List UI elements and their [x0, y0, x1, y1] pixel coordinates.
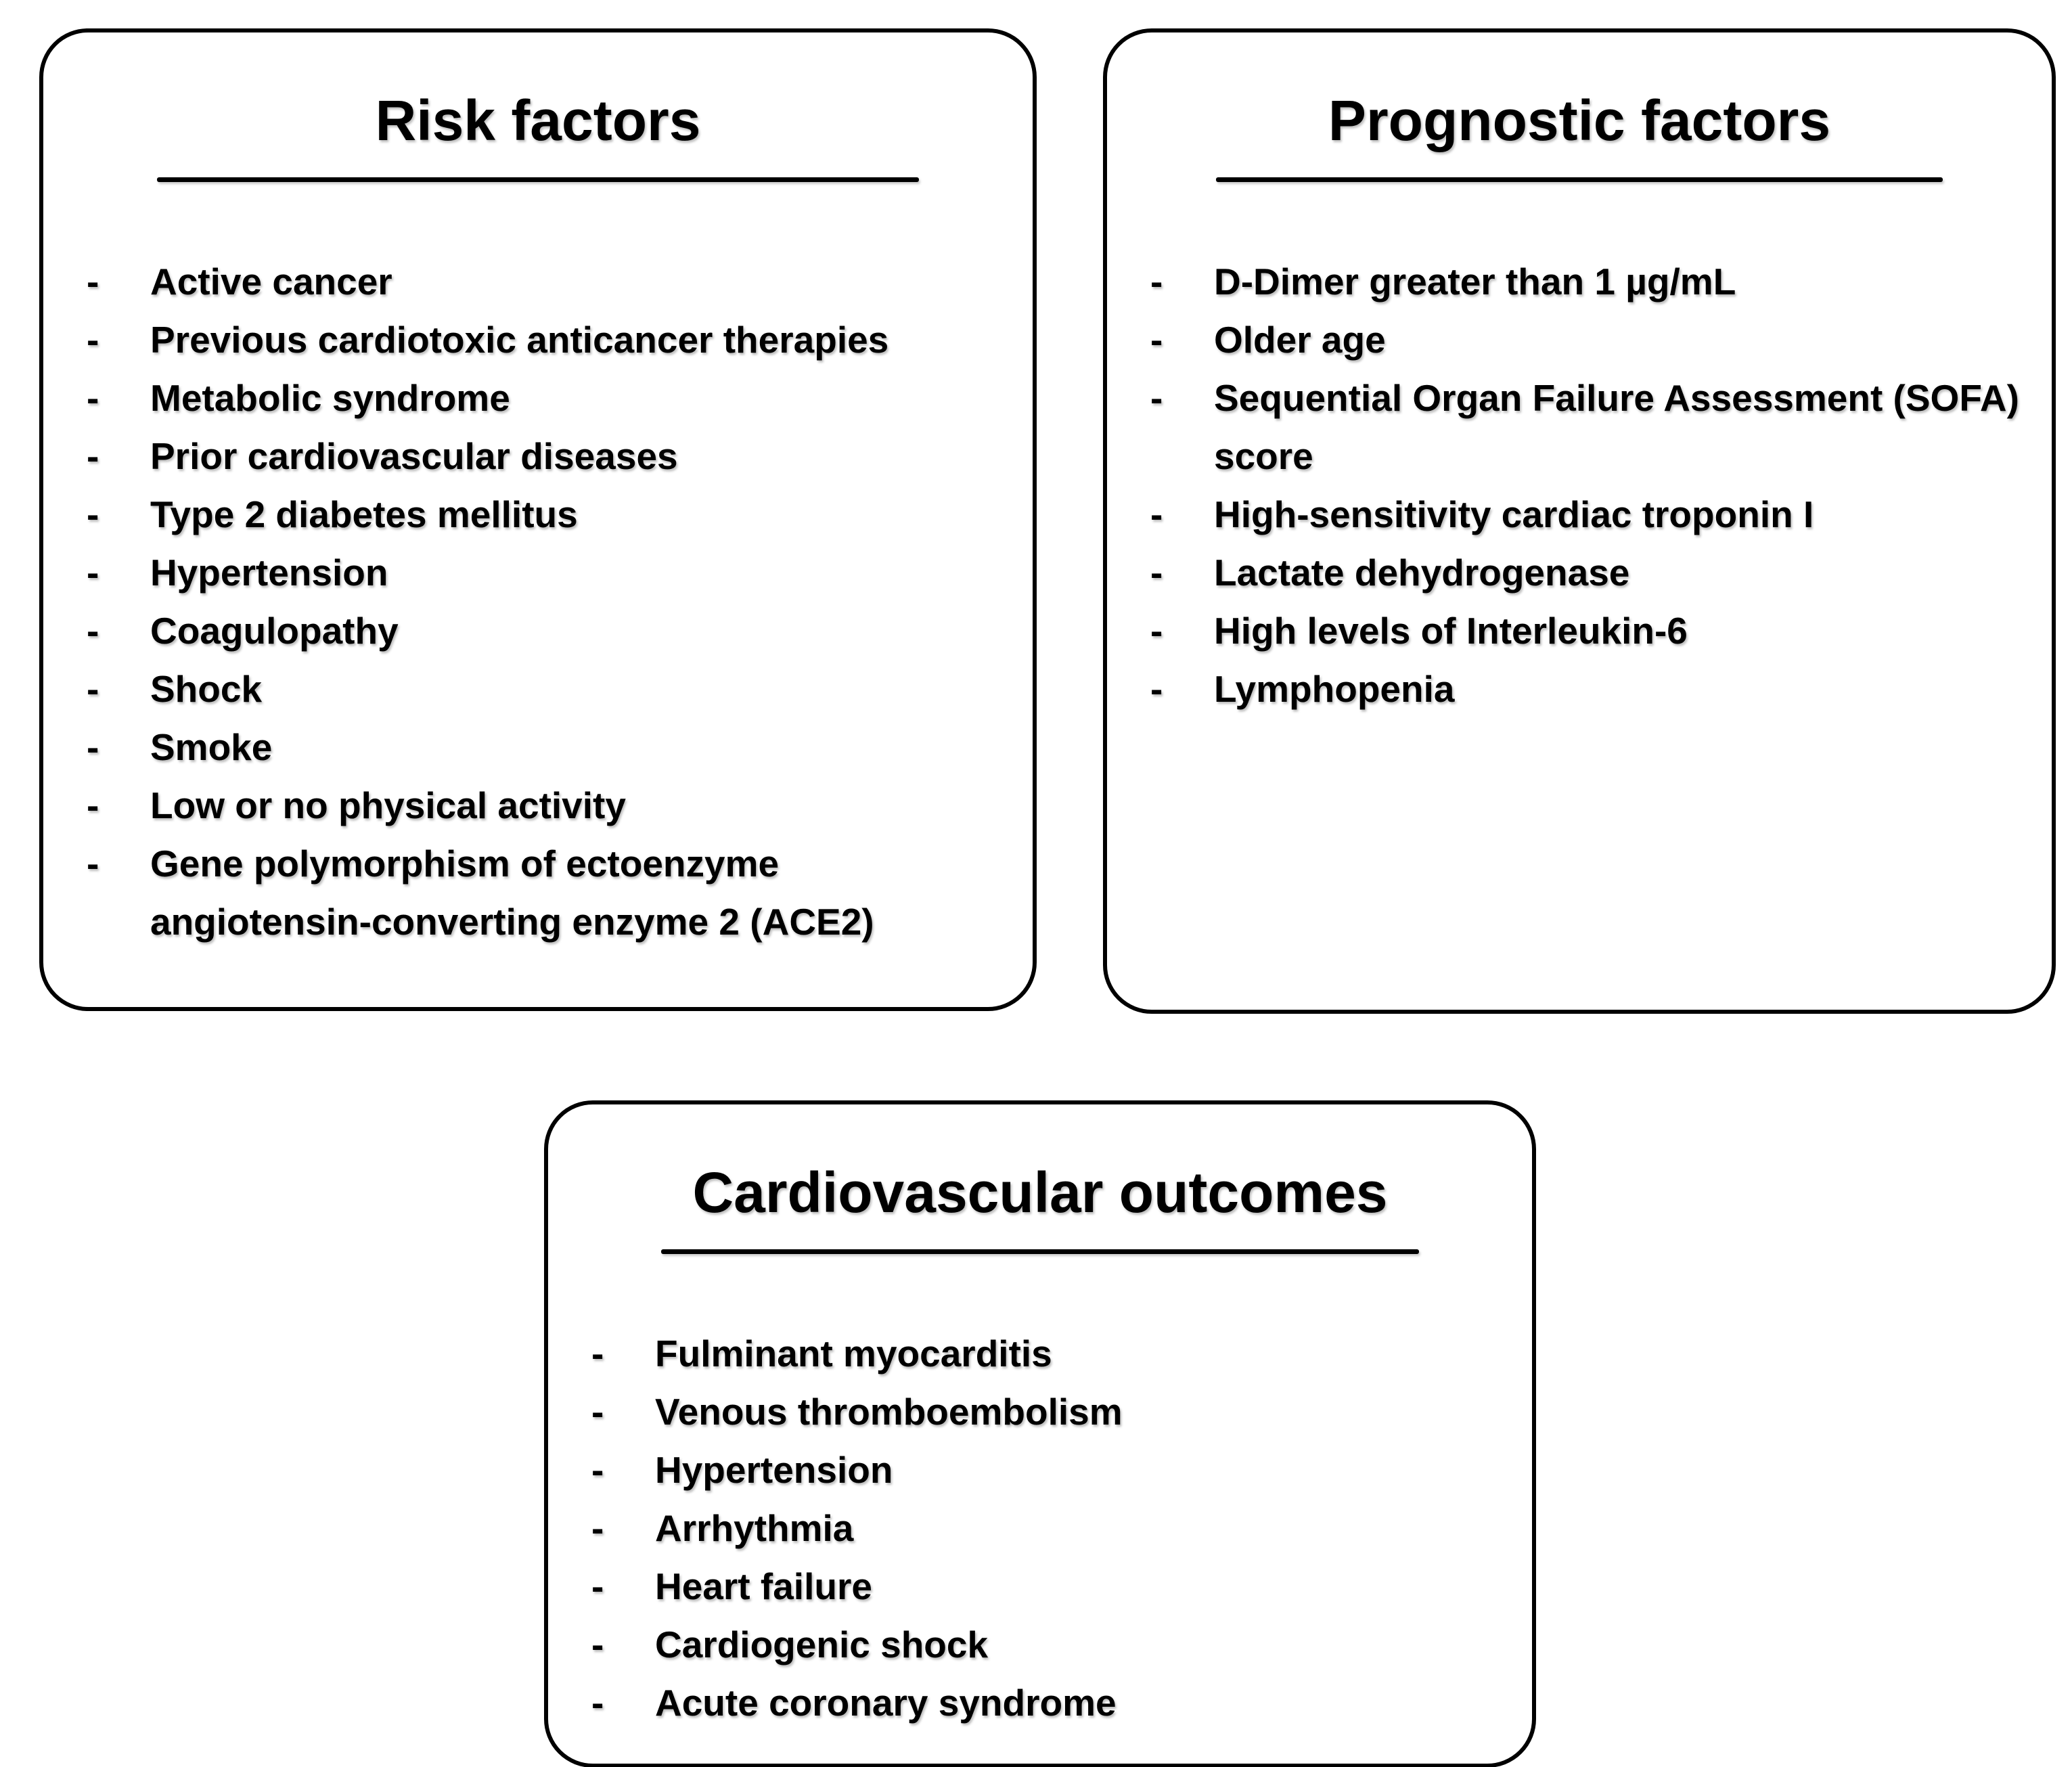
- dash-bullet: -: [87, 610, 99, 652]
- list-item-text: Prior cardiovascular diseases: [150, 435, 678, 478]
- dash-bullet: -: [591, 1682, 604, 1724]
- list-item: [591, 1383, 1500, 1441]
- list-item-text: Previous cardiotoxic anticancer therapies: [150, 319, 889, 361]
- list-item: [87, 718, 1000, 776]
- prognostic-factors-box: [1103, 28, 2056, 1014]
- risk-factors-list: [43, 182, 1033, 951]
- list-item: [1150, 602, 2019, 660]
- list-item: [1150, 660, 2019, 718]
- list-item: [1150, 311, 2019, 369]
- dash-bullet: -: [87, 784, 99, 827]
- list-item-text: Active cancer: [150, 261, 392, 303]
- dash-bullet: -: [87, 377, 99, 420]
- list-item-text: Sequential Organ Failure Assessment (SOFA) score: [1214, 377, 2019, 478]
- list-item: [87, 776, 1000, 834]
- list-item: [591, 1441, 1500, 1499]
- dash-bullet: -: [1150, 319, 1163, 361]
- dash-bullet: -: [87, 668, 99, 711]
- list-item-text: Heart failure: [655, 1565, 872, 1608]
- list-item-text: Arrhythmia: [655, 1507, 854, 1550]
- list-item: [87, 543, 1000, 602]
- dash-bullet: -: [87, 552, 99, 594]
- dash-bullet: -: [87, 726, 99, 769]
- dash-bullet: -: [87, 493, 99, 536]
- list-item-text: High levels of Interleukin-6: [1214, 610, 1688, 652]
- dash-bullet: -: [87, 843, 99, 885]
- list-item-text: Older age: [1214, 319, 1386, 361]
- list-item-text: Fulminant myocarditis: [655, 1333, 1052, 1375]
- list-item-text: Lactate dehydrogenase: [1214, 552, 1630, 594]
- list-item: [87, 660, 1000, 718]
- list-item: [87, 311, 1000, 369]
- dash-bullet: -: [1150, 261, 1163, 303]
- risk-factors-title-underline: [157, 177, 919, 182]
- list-item-text: Lymphopenia: [1214, 668, 1455, 711]
- list-item-text: Metabolic syndrome: [150, 377, 510, 420]
- dash-bullet: -: [591, 1391, 604, 1433]
- list-item-text: High-sensitivity cardiac troponin I: [1214, 493, 1814, 536]
- dash-bullet: -: [87, 261, 99, 303]
- risk-factors-title: Risk factors: [375, 89, 701, 152]
- list-item-text: Hypertension: [150, 552, 388, 594]
- prognostic-factors-title: Prognostic factors: [1328, 89, 1831, 152]
- list-item: [1150, 369, 2019, 485]
- list-item-text: Smoke: [150, 726, 273, 769]
- dash-bullet: -: [591, 1565, 604, 1608]
- cardiovascular-outcomes-list: [548, 1254, 1532, 1732]
- list-item-text: Type 2 diabetes mellitus: [150, 493, 578, 536]
- cardiovascular-outcomes-title: Cardiovascular outcomes: [692, 1161, 1388, 1224]
- dash-bullet: -: [591, 1624, 604, 1666]
- risk-factors-box: [39, 28, 1037, 1011]
- list-item-text: Coagulopathy: [150, 610, 399, 652]
- dash-bullet: -: [87, 435, 99, 478]
- list-item-text: Acute coronary syndrome: [655, 1682, 1117, 1724]
- list-item: [1150, 252, 2019, 311]
- list-item: [87, 252, 1000, 311]
- list-item: [1150, 485, 2019, 543]
- list-item: [1150, 543, 2019, 602]
- dash-bullet: -: [1150, 668, 1163, 711]
- prognostic-factors-list: [1107, 182, 2052, 718]
- dash-bullet: -: [1150, 377, 1163, 420]
- dash-bullet: -: [1150, 552, 1163, 594]
- dash-bullet: -: [87, 319, 99, 361]
- list-item-text: Low or no physical activity: [150, 784, 626, 827]
- list-item: [591, 1499, 1500, 1557]
- cardiovascular-outcomes-title-underline: [661, 1249, 1419, 1254]
- cardiovascular-outcomes-box: [544, 1100, 1536, 1767]
- list-item: [591, 1557, 1500, 1615]
- list-item: [591, 1324, 1500, 1383]
- list-item: [591, 1615, 1500, 1674]
- list-item: [87, 427, 1000, 485]
- list-item-text: Hypertension: [655, 1449, 893, 1492]
- dash-bullet: -: [591, 1507, 604, 1550]
- list-item: [87, 369, 1000, 427]
- dash-bullet: -: [1150, 493, 1163, 536]
- dash-bullet: -: [591, 1333, 604, 1375]
- list-item-text: Venous thromboembolism: [655, 1391, 1123, 1433]
- list-item-text: D-Dimer greater than 1 µg/mL: [1214, 261, 1736, 303]
- list-item-text: Cardiogenic shock: [655, 1624, 989, 1666]
- list-item: [87, 485, 1000, 543]
- list-item-text: Gene polymorphism of ectoenzyme angiotensin-converting enzyme 2 (ACE2): [150, 843, 874, 943]
- list-item: [87, 602, 1000, 660]
- prognostic-factors-title-underline: [1216, 177, 1943, 182]
- dash-bullet: -: [591, 1449, 604, 1492]
- list-item: [591, 1674, 1500, 1732]
- list-item-text: Shock: [150, 668, 263, 711]
- list-item: [87, 834, 1000, 951]
- dash-bullet: -: [1150, 610, 1163, 652]
